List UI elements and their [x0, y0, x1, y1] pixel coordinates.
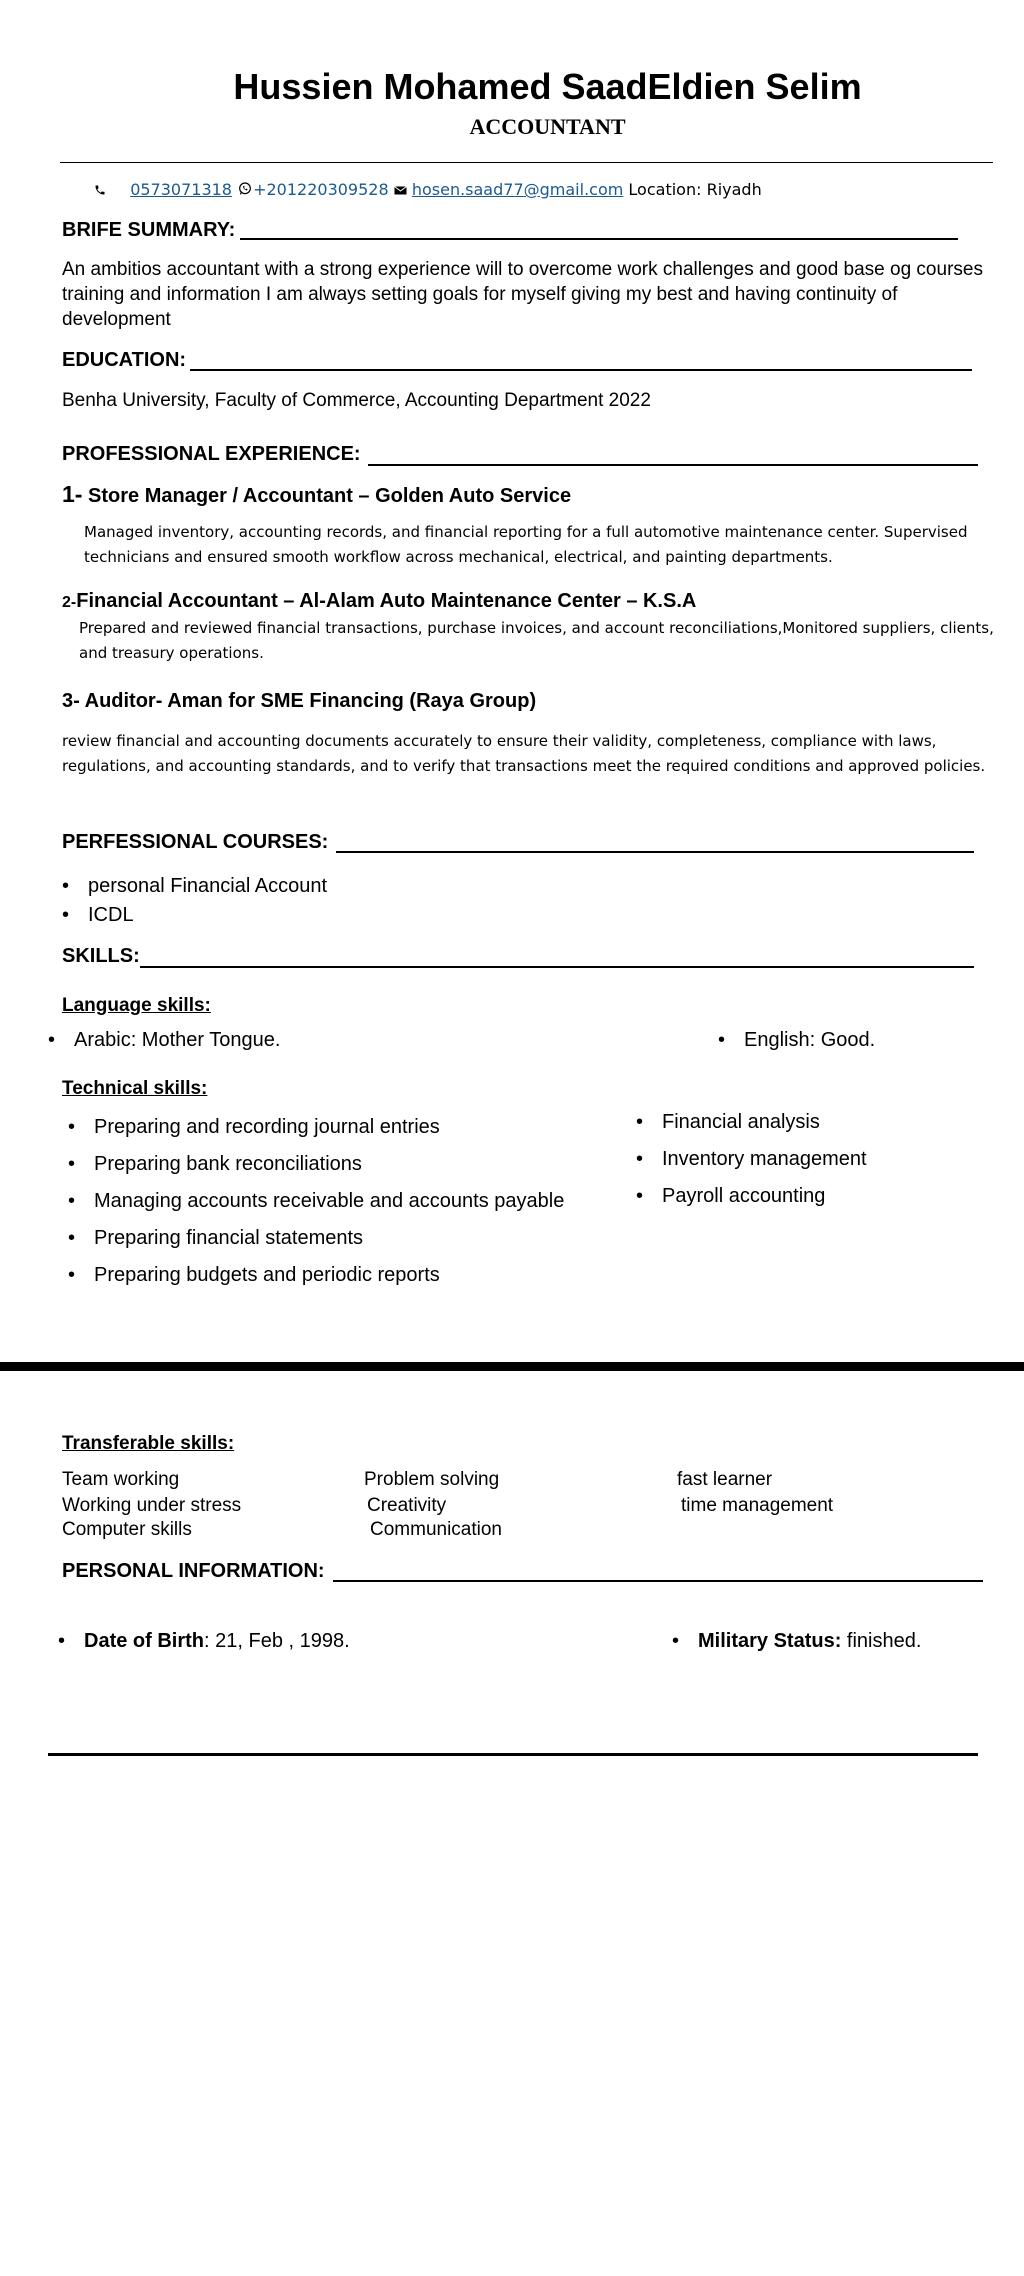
- transferable-item: Communication: [370, 1519, 502, 1540]
- education-text: Benha University, Faculty of Commerce, Accounting Department 2022: [62, 390, 651, 411]
- education-heading-line: [190, 369, 972, 371]
- technical-item: • Financial analysis: [636, 1111, 820, 1133]
- transferable-item: Team working: [62, 1469, 180, 1490]
- language-item: • English: Good.: [718, 1029, 876, 1051]
- skills-heading: SKILLS:: [62, 945, 140, 967]
- transferable-item: Creativity: [367, 1495, 447, 1516]
- job-3-number: 3-: [62, 690, 80, 712]
- contact-line: [94, 180, 762, 201]
- job-2-title: [62, 590, 696, 613]
- bullet-icon: •: [58, 1630, 66, 1652]
- job-3-description: review financial and accounting documents accurately to ensure their validity, completeness, compliance with laws, regulations, and accounting standards, and to verify that transactions meet the required conditions and approved policies.: [62, 732, 986, 775]
- language-skills-heading: Language skills:: [62, 995, 211, 1016]
- technical-item: • Preparing financial statements: [68, 1227, 364, 1249]
- education-heading: EDUCATION:: [62, 349, 187, 371]
- course-item: • personal Financial Account: [62, 875, 328, 897]
- courses-heading-line: [336, 851, 974, 853]
- bullet-icon: •: [718, 1029, 726, 1051]
- bullet-icon: •: [68, 1116, 76, 1138]
- transferable-item: Problem solving: [364, 1469, 500, 1490]
- summary-heading: BRIFE SUMMARY:: [62, 219, 236, 241]
- summary-heading-line: [240, 238, 958, 240]
- job-3-title: [62, 690, 536, 713]
- experience-heading: PROFESSIONAL EXPERIENCE:: [62, 443, 361, 465]
- military-status: [672, 1630, 921, 1653]
- technical-skills-heading: Technical skills:: [62, 1078, 208, 1099]
- bullet-icon: •: [68, 1264, 76, 1286]
- mail-icon: [394, 181, 407, 200]
- job-1-description: Managed inventory, accounting records, and financial reporting for a full automotive maintenance center. Supervised technicians and ensured smooth workflow across mechanical, electrical, and painting departments.: [84, 523, 968, 566]
- email-link[interactable]: hosen.saad77@gmail.com: [411, 180, 624, 199]
- technical-item: • Preparing bank reconciliations: [68, 1153, 362, 1175]
- technical-item: • Managing accounts receivable and accounts payable: [68, 1190, 565, 1212]
- bullet-icon: •: [48, 1029, 56, 1051]
- technical-item: • Preparing and recording journal entries: [68, 1116, 440, 1138]
- resume-title: ACCOUNTANT: [469, 114, 626, 139]
- job-2-title-text: Financial Accountant – Al-Alam Auto Maintenance Center – K.S.A: [76, 590, 697, 612]
- transferable-item: time management: [681, 1495, 834, 1516]
- bullet-icon: •: [636, 1111, 644, 1133]
- phone-icon: [94, 181, 106, 200]
- language-item: • Arabic: Mother Tongue.: [48, 1029, 281, 1051]
- technical-item: • Payroll accounting: [636, 1185, 826, 1207]
- job-2-description: Prepared and reviewed financial transactions, purchase invoices, and account reconciliations,Monitored suppliers, clients, and treasury operations.: [79, 619, 994, 662]
- bullet-icon: •: [636, 1148, 644, 1170]
- transferable-item: Working under stress: [62, 1495, 242, 1516]
- resume-name: Hussien Mohamed SaadEldien Selim: [233, 66, 862, 107]
- bullet-icon: •: [636, 1185, 644, 1207]
- transferable-item: Computer skills: [62, 1519, 192, 1540]
- courses-heading: PERFESSIONAL COURSES:: [62, 831, 329, 853]
- bullet-icon: •: [68, 1153, 76, 1175]
- dob-label: Date of Birth: [84, 1630, 204, 1652]
- technical-item: • Inventory management: [636, 1148, 867, 1170]
- job-3-title-text: Auditor- Aman for SME Financing (Raya Group): [84, 690, 537, 712]
- bullet-icon: •: [68, 1227, 76, 1249]
- personal-info-heading-line: [333, 1580, 983, 1582]
- military-label: Military Status:: [698, 1630, 842, 1652]
- transferable-skills-heading: Transferable skills:: [62, 1433, 235, 1454]
- dob-value: : 21, Feb , 1998.: [204, 1630, 350, 1652]
- job-1-number: 1-: [62, 481, 83, 507]
- personal-info-heading: PERSONAL INFORMATION:: [62, 1560, 325, 1582]
- footer-divider: [48, 1753, 978, 1756]
- course-item: • ICDL: [62, 904, 134, 926]
- experience-heading-line: [368, 464, 978, 466]
- page-break-bar: [0, 1362, 1024, 1371]
- location-text: Location: Riyadh: [628, 180, 762, 199]
- whatsapp-number[interactable]: +201220309528: [253, 180, 389, 199]
- bullet-icon: •: [62, 904, 70, 926]
- job-2-number: 2-: [62, 594, 77, 611]
- technical-item: • Preparing budgets and periodic reports: [68, 1264, 440, 1286]
- skills-heading-line: [140, 966, 974, 968]
- job-1-title: [62, 481, 571, 508]
- bullet-icon: •: [62, 875, 70, 897]
- bullet-icon: •: [672, 1630, 680, 1652]
- summary-text: An ambitios accountant with a strong experience will to overcome work challenges and good base og courses training and information I am always setting goals for myself giving my best and having continuity of development: [62, 259, 983, 330]
- date-of-birth: [58, 1630, 350, 1653]
- bullet-icon: •: [68, 1190, 76, 1212]
- military-value: finished.: [841, 1630, 922, 1652]
- whatsapp-icon: [237, 181, 253, 201]
- header-divider: [60, 162, 993, 163]
- transferable-item: fast learner: [677, 1469, 773, 1490]
- phone-link[interactable]: 0573071318: [130, 180, 232, 199]
- job-1-title-text: Store Manager / Accountant – Golden Auto Service: [88, 485, 572, 507]
